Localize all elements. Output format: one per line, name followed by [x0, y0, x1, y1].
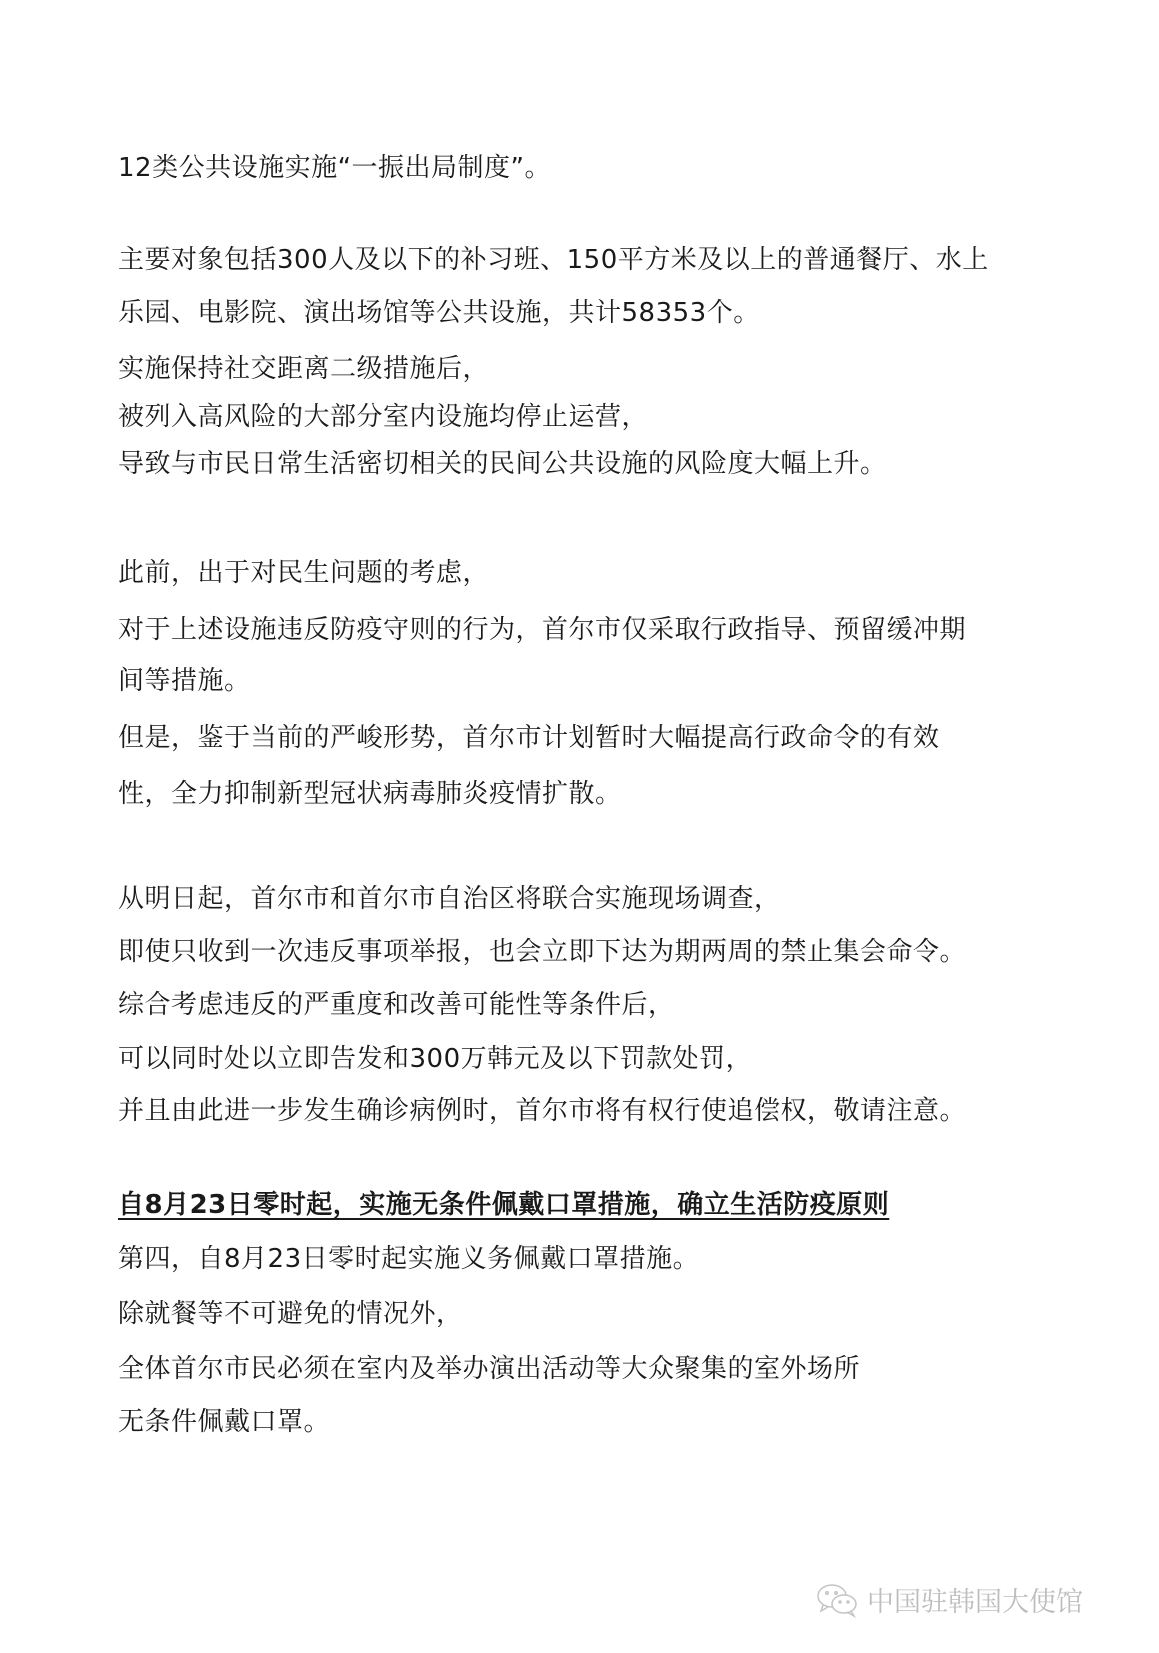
wechat-icon — [815, 1581, 859, 1619]
paragraph-4-line: 综合考虑违反的严重度和改善可能性等条件后， — [118, 990, 675, 1020]
paragraph-2-line: 主要对象包括300人及以下的补习班、150平方米及以上的普通餐厅、水上 — [118, 245, 989, 275]
paragraph-2-line: 被列入高风险的大部分室内设施均停止运营， — [118, 402, 649, 432]
section-heading: 自8月23日零时起，实施无条件佩戴口罩措施，确立生活防疫原则 — [118, 1190, 890, 1220]
paragraph-3-line: 间等措施。 — [118, 666, 251, 696]
paragraph-4-line: 即使只收到一次违反事项举报，也会立即下达为期两周的禁止集会命令。 — [118, 937, 967, 967]
paragraph-4-line: 从明日起，首尔市和首尔市自治区将联合实施现场调查， — [118, 884, 781, 914]
paragraph-3-line: 但是，鉴于当前的严峻形势，首尔市计划暂时大幅提高行政命令的有效 — [118, 723, 940, 753]
paragraph-2-line: 导致与市民日常生活密切相关的民间公共设施的风险度大幅上升。 — [118, 449, 887, 479]
paragraph-2-line: 乐园、电影院、演出场馆等公共设施，共计58353个。 — [118, 298, 760, 328]
watermark-text: 中国驻韩国大使馆 — [867, 1587, 1083, 1618]
paragraph-3-line: 性，全力抑制新型冠状病毒肺炎疫情扩散。 — [118, 779, 622, 809]
watermark — [815, 1580, 1083, 1619]
section-line: 无条件佩戴口罩。 — [118, 1407, 331, 1437]
section-line: 第四，自8月23日零时起实施义务佩戴口罩措施。 — [118, 1244, 700, 1274]
section-line: 除就餐等不可避免的情况外， — [118, 1299, 463, 1329]
paragraph-1-line: 12类公共设施实施“一振出局制度”。 — [118, 153, 552, 183]
paragraph-3-line: 对于上述设施违反防疫守则的行为，首尔市仅采取行政指导、预留缓冲期 — [118, 615, 967, 645]
paragraph-4-line: 可以同时处以立即告发和300万韩元及以下罚款处罚， — [118, 1044, 753, 1074]
paragraph-4-line: 并且由此进一步发生确诊病例时，首尔市将有权行使追偿权，敬请注意。 — [118, 1096, 967, 1126]
paragraph-2-line: 实施保持社交距离二级措施后， — [118, 354, 490, 384]
section-line: 全体首尔市民必须在室内及举办演出活动等大众聚集的室外场所 — [118, 1354, 861, 1384]
paragraph-3-line: 此前，出于对民生问题的考虑， — [118, 558, 490, 588]
